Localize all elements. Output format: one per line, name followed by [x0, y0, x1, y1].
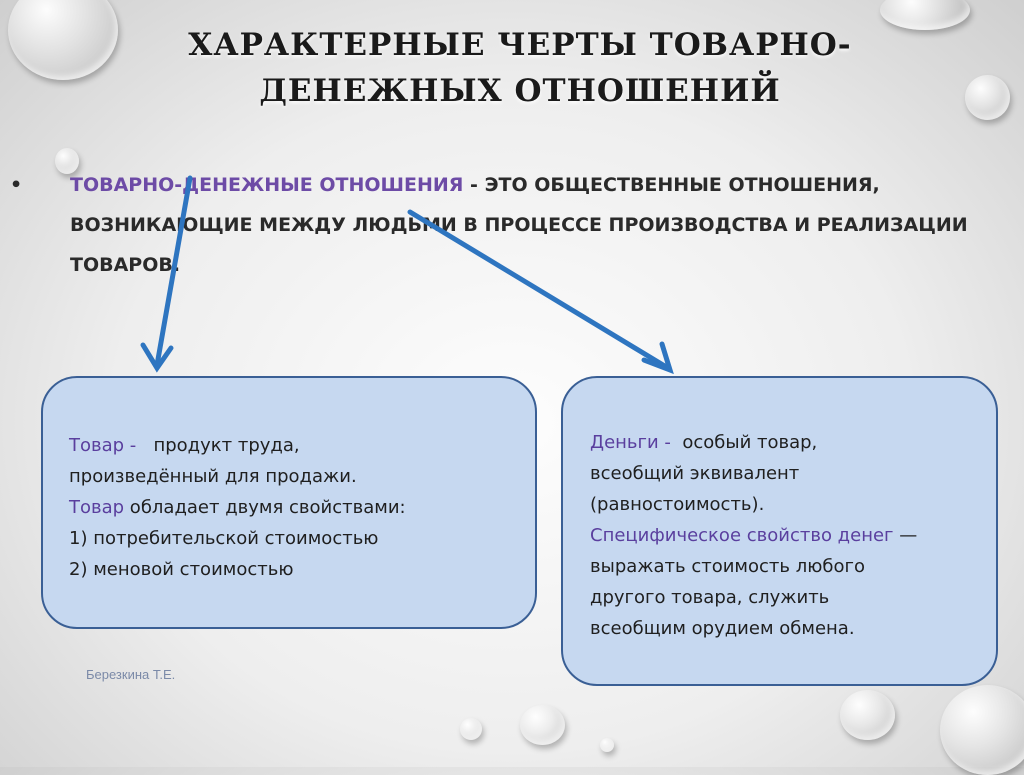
money-definition-c: (равностоимость).: [590, 494, 765, 515]
money-property-term: Специфическое свойство денег: [590, 525, 894, 546]
money-property-a: выражать стоимость любого: [590, 556, 865, 577]
slide-title-line1: ХАРАКТЕРНЫЕ ЧЕРТЫ ТОВАРНО-: [188, 27, 852, 63]
definition-dash: -: [463, 174, 485, 196]
arrow-to-commodity: [157, 178, 190, 365]
slide-title-line2: ДЕНЕЖНЫХ ОТНОШЕНИЙ: [259, 73, 781, 109]
commodity-definition-a: продукт труда,: [142, 435, 300, 456]
commodity-property-2: 2) меновой стоимостью: [69, 559, 294, 580]
author-credit: Березкина Т.Е.: [86, 667, 176, 682]
money-property-dash: —: [893, 525, 918, 546]
commodity-term-2: Товар: [69, 497, 125, 518]
bullet: •: [10, 174, 23, 196]
money-definition-b: всеобщий эквивалент: [590, 463, 800, 484]
money-term: Деньги -: [590, 432, 677, 453]
definition-text: ЭТО ОБЩЕСТВЕННЫЕ ОТНОШЕНИЯ, ВОЗНИКАЮЩИЕ МЕЖДУ ЛЮДЬМИ В ПРОЦЕССЕ ПРОИЗВОДСТВА И РЕАЛИЗАЦИИ ТОВАРОВ.: [70, 174, 968, 276]
commodity-definition-b: произведённый для продажи.: [69, 466, 357, 487]
commodity-property-1: 1) потребительской стоимостью: [69, 528, 379, 549]
money-property-b: другого товара, служить: [590, 587, 830, 608]
arrow-to-money: [410, 212, 668, 368]
money-definition-a: особый товар,: [676, 432, 818, 453]
commodity-properties-text: обладает двумя свойствами:: [124, 497, 406, 518]
money-property-c: всеобщим орудием обмена.: [590, 618, 855, 639]
commodity-term: Товар -: [69, 435, 143, 456]
definition-term: ТОВАРНО-ДЕНЕЖНЫЕ ОТНОШЕНИЯ: [70, 174, 464, 196]
